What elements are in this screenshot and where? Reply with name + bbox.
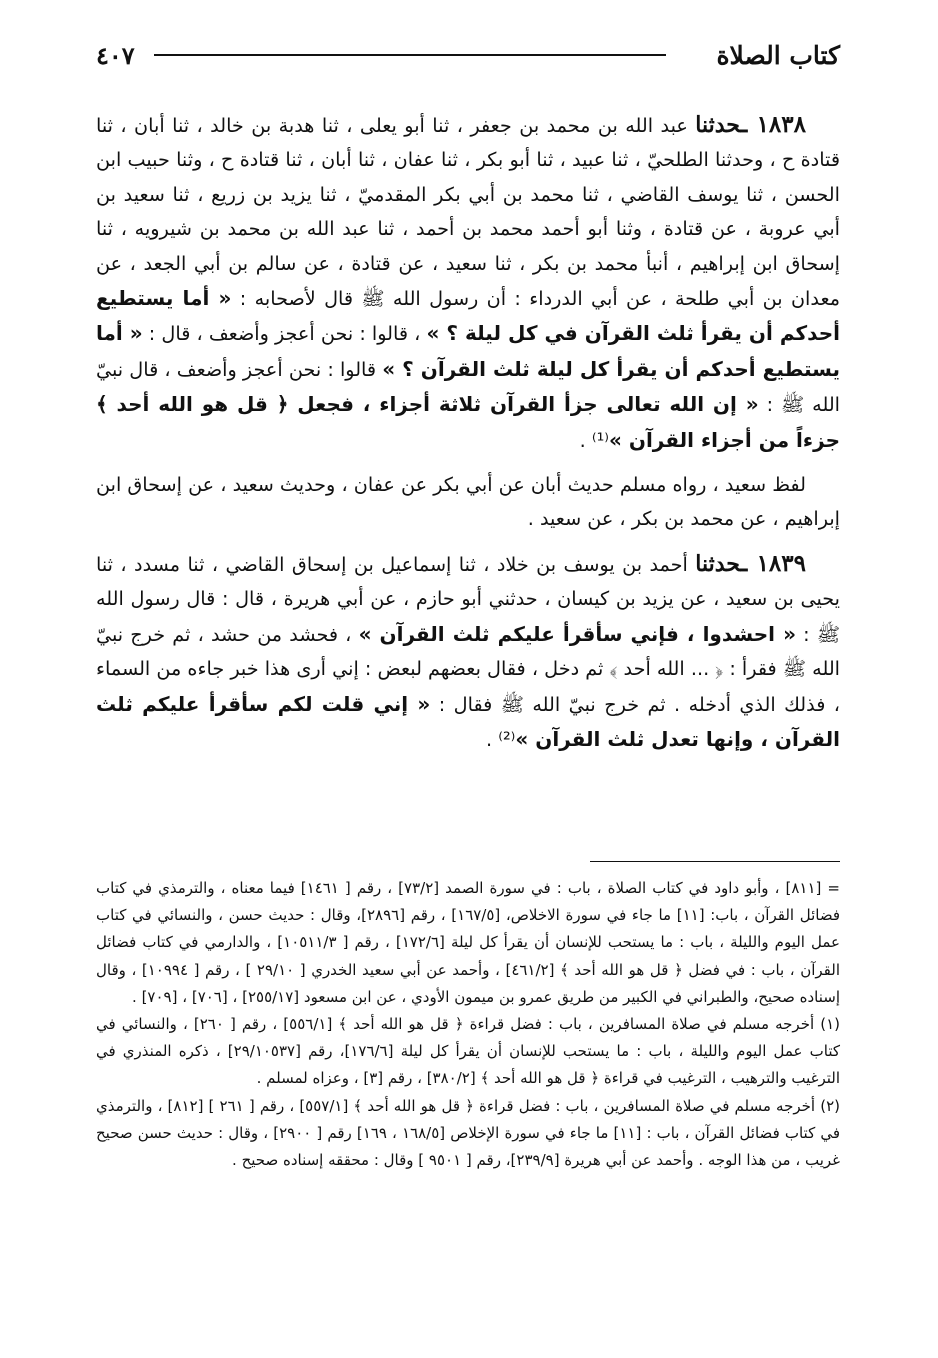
hadith-1838 [96, 108, 840, 458]
prophetic-quote: « أما يستطيع أحدكم أن يقرأ كل ليلة ثلث القرآن ؟ » [96, 321, 840, 381]
hadith-1839 [96, 547, 840, 757]
isnad-text: أحمد بن يوسف بن خلاد ، ثنا إسماعيل بن إسحاق القاضي ، ثنا مسدد ، ثنا يحيى بن سعيد ، عن يزيد بن كيسان ، حدثني أبو حازم ، عن أبي هريرة ، قال : قال رسول الله ﷺ : [96, 552, 840, 646]
hadith-number: ١٨٣٨ ـ [740, 111, 806, 138]
header-rule [154, 54, 666, 56]
footnote-continuation: = [٨١١] ، وأبو داود في كتاب الصلاة ، باب : في سورة الصمد [٧٣/٢] ، رقم [ ١٤٦١] فيما معناه ، والترمذي في كتاب فضائل القرآن ، باب: [١١] ما جاء في سورة الاخلاص، [١٦٧/٥] ، رقم [٢٨٩٦]، وقال : حديث حسن ، والنسائي في كتاب عمل اليوم والليلة ، باب : ما يستحب للإنسان أن يقرأ كل ليلة [١٧٢/٦] ، رقم [ ١٠٥١١/٣] ، والدارمي في كتاب فضائل القرآن ، باب : في فضل ﴿ قل هو الله أحد ﴾ [٤٦١/٢] ، وأحمد عن أبي سعيد الخدري [ ٢٩/١٠ ] ، رقم [ ١٠٩٩٤] ، وقال إسناده صحيح، والطبراني في الكبير من طريق عمرو بن ميمون الأودي ، عن ابن مسعود [٢٥٥/١٧] ، [٧٠٦] ، [٧٠٩] . [96, 879, 841, 1006]
footnote-2 [96, 1093, 840, 1175]
page-number: ٤٠٧ [96, 41, 135, 70]
prophetic-quote: « إني قلت لكم سأقرأ عليكم ثلث القرآن ، وإنها تعدل ثلث القرآن » [96, 691, 840, 751]
narration-text: ، قالوا : نحن أعجز وأضعف ، قال : [142, 322, 427, 346]
footnote-marker: ⁽¹⁾ . [579, 428, 609, 452]
running-header [96, 38, 840, 78]
narration-text: قالوا : نحن أعجز وأضعف ، قال نبيّ الله ﷺ : [96, 357, 840, 417]
main-text [96, 108, 840, 767]
book-title: كتاب الصلاة [716, 41, 840, 70]
footnote-marker: ⁽²⁾ . [486, 727, 516, 751]
narration-text: ، فحشد من حشد ، ثم خرج نبيّ الله ﷺ فقرأ : ﴿ ... الله أحد ﴾ ثم دخل ، فقال بعضهم لبعض : إني أرى هذا خبر جاءه من السماء ، فذلك الذي أدخله . ثم خرج نبيّ الله ﷺ فقال : [96, 622, 840, 716]
hadith-number: ١٨٣٩ ـ [740, 549, 806, 577]
footnote-text: أخرجه مسلم في صلاة المسافرين ، باب : فضل قراءة ﴿ قل هو الله أحد ﴾ [٥٥٦/١] ، رقم [ ٢٦٠] ، والنسائي في كتاب عمل اليوم والليلة ، باب : ما يستحب للإنسان أن يقرأ كل ليلة [١٧٦/٦]، رقم [٢٩/١٠٥٣٧] ، ذكره المنذري في الترغيب والترهيب ، الترغيب في قراءة ﴿ قل هو الله أحد ﴾ [٣٨٠/٢] ، رقم [٣] ، وعزاه لمسلم . [96, 1015, 840, 1088]
haddathana-word: حدثنا [695, 550, 741, 577]
prophetic-quote: « أما يستطيع أحدكم أن يقرأ ثلث القرآن في كل ليلة ؟ » [96, 286, 840, 346]
footnote-1 [96, 1011, 840, 1093]
footnote-separator [590, 861, 840, 862]
footnote-label: (٢) [820, 1096, 840, 1115]
author-comment: لفظ سعيد ، رواه مسلم حديث أبان عن أبي بكر عن عفان ، وحديث سعيد ، عن إسحاق ابن إبراهيم ، عن محمد بن بكر ، عن سعيد . [96, 473, 840, 531]
haddathana-word: حدثنا [695, 112, 741, 138]
isnad-text: عبد الله بن محمد بن جعفر ، ثنا أبو يعلى ، ثنا هدبة بن خالد ، ثنا أبان ، ثنا قتادة ح ، وحدثنا الطلحيّ ، ثنا عبيد ، ثنا أبو بكر ، ثنا عفان ، ثنا أبان ، ثنا قتادة ح ، وثنا حبيب ابن الحسن ، ثنا يوسف القاضي ، ثنا محمد بن أبي بكر المقدميّ ، ثنا يزيد بن زريع ، ثنا سعيد بن أبي عروبة ، عن قتادة ، وثنا أبو أحمد محمد بن أحمد ، ثنا عبد الله بن محمد بن شيرويه ، ثنا إسحاق ابن إبراهيم ، أنبأ محمد بن بكر ، ثنا سعيد ، عن قتادة ، عن سالم بن أبي الجعد ، عن معدان بن أبي طلحة ، عن أبي الدرداء : أن رسول الله ﷺ قال لأصحابه : [96, 114, 840, 311]
prophetic-quote: « احشدوا ، فإني سأقرأ عليكم ثلث القرآن » [358, 621, 796, 646]
footnotes [96, 875, 840, 1174]
footnote-label: (١) [820, 1015, 841, 1034]
prophetic-quote: « إن الله تعالى جزأ القرآن ثلاثة أجزاء ، فجعل ﴿ قل هو الله أحد ﴾ جزءاً من أجزاء القرآن » [96, 392, 840, 452]
footnote-text: أخرجه مسلم في صلاة المسافرين ، باب : فضل قراءة ﴿ قل هو الله أحد ﴾ [٥٥٧/١] ، رقم [ ٢٦١ ] [٨١٢] ، والترمذي في كتاب فضائل القرآن ، باب : [١١] ما جاء في سورة الإخلاص [١٦٨/٥ ، ١٦٩] رقم [ ٢٩٠٠] ، وقال : حديث حسن صحيح غريب ، من هذا الوجه . وأحمد عن أبي هريرة [٢٣٩/٩]، رقم [ ٩٥٠١ ] وقال : محققه إسناده صحيح . [96, 1096, 840, 1170]
